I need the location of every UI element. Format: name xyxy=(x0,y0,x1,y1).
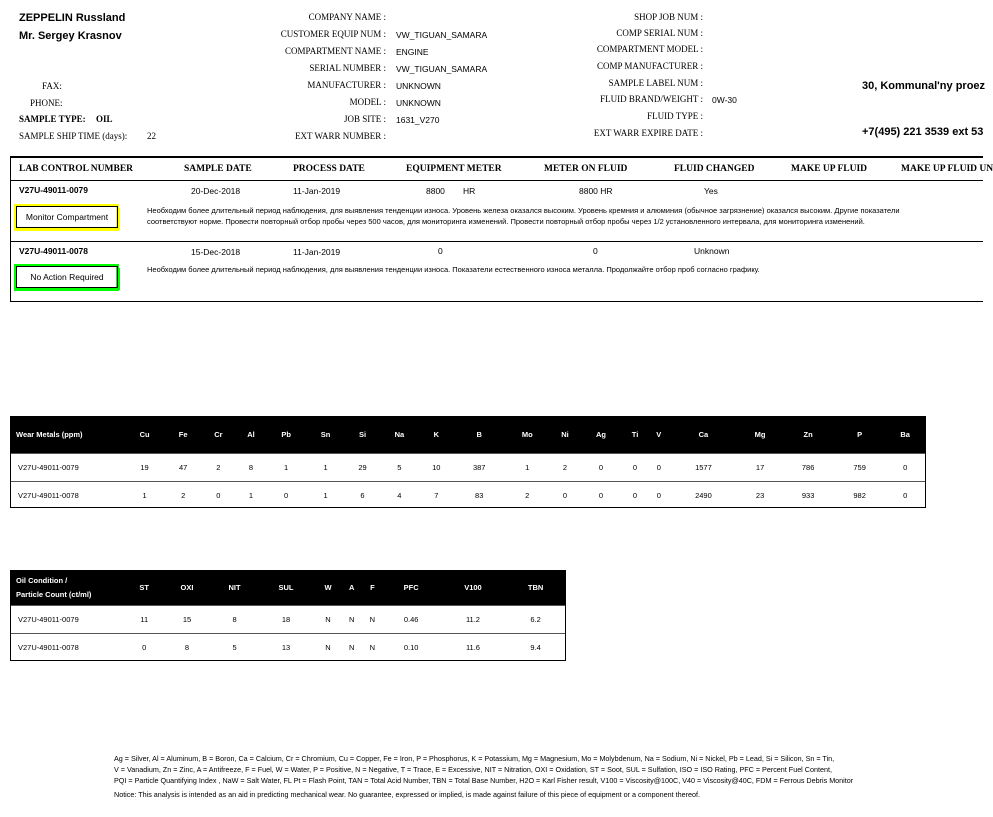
col-meter-on-fluid: METER ON FLUID xyxy=(544,164,628,174)
wear-cell-cr: 2 xyxy=(216,462,221,472)
col-sample-date: SAMPLE DATE xyxy=(184,164,252,174)
col-lab-control-number: LAB CONTROL NUMBER xyxy=(19,164,134,174)
lab-row-1-process-date: 11-Jan-2019 xyxy=(293,186,341,196)
lab-row-1-id: V27U-49011-0079 xyxy=(19,185,89,195)
wear-col-pb: Pb xyxy=(266,417,305,453)
wear-cell-mg: 17 xyxy=(755,462,765,472)
table-row xyxy=(11,453,925,481)
oil-condition-title-line1: Oil Condition / xyxy=(16,575,68,585)
lab-row-1-equipment-meter: 8800 xyxy=(426,186,445,196)
wear-cell-cr: 0 xyxy=(216,490,221,500)
wear-col-b: B xyxy=(453,417,505,453)
wear-cell-ag: 0 xyxy=(598,462,604,472)
wear-cell-p: 759 xyxy=(853,462,866,472)
abbreviations-legend xyxy=(114,753,853,786)
oil-col-tbn: TBN xyxy=(506,571,565,605)
wear-cell-sn: 1 xyxy=(323,462,328,472)
wear-cell-mo: 2 xyxy=(525,490,530,500)
wear-cell-al: 1 xyxy=(248,490,254,500)
wear-col-mo: Mo xyxy=(505,417,550,453)
wear-metals-title: Wear Metals (ppm) xyxy=(11,417,124,453)
oil-cell-pfc: 0.10 xyxy=(403,642,419,652)
oil-cell-st: 0 xyxy=(142,642,147,652)
wear-cell-si: 29 xyxy=(358,462,367,472)
wear-col-al: Al xyxy=(236,417,267,453)
wear-cell-ni: 2 xyxy=(562,462,568,472)
oil-col-oxi: OXI xyxy=(162,571,211,605)
lab-row-2-process-date: 11-Jan-2019 xyxy=(293,247,341,257)
wear-col-sn: Sn xyxy=(306,417,345,453)
sample-type-value: OIL xyxy=(96,114,113,124)
oil-col-sul: SUL xyxy=(258,571,315,605)
oil-cell-w: N xyxy=(325,642,331,652)
wear-col-p: P xyxy=(834,417,886,453)
wear-col-v: V xyxy=(648,417,669,453)
lab-row-1-comment: Необходим более длительный период наблюдения, для выявления тенденции износа. Уровень железа оказался высоким. Уровень кремния и алюминия (обычное загрязнение) оказался высоким. Другие показатели xyxy=(147,206,900,215)
oil-cell-oxi: 15 xyxy=(182,614,192,624)
center-label-3: SERIAL NUMBER : xyxy=(309,63,386,73)
wear-cell-b: 83 xyxy=(475,490,484,500)
company-name: ZEPPELIN Russland xyxy=(19,12,126,24)
oil-cell-tbn: 6.2 xyxy=(530,614,541,624)
wear-cell-na: 5 xyxy=(397,462,402,472)
wear-cell-mo: 1 xyxy=(525,462,530,472)
center-label-0: COMPANY NAME : xyxy=(308,12,386,22)
lab-row-2-fluid-changed: Unknown xyxy=(694,246,730,256)
wear-cell-si: 6 xyxy=(360,490,365,500)
right-label-7: EXT WARR EXPIRE DATE : xyxy=(593,128,703,138)
oil-cell-v100: 11.6 xyxy=(465,642,480,652)
legend-line: Ag = Silver, Al = Aluminum, B = Boron, Ca = Calcium, Cr = Chromium, Cu = Copper, Fe = Iron, P = Phosphorus, K = Potassium, Mg = Magnesium, Mo = Molybdenum, Na = Sodium, Ni = Nickel, Pb = Lead, Si = Silicon, Sn = Tin, xyxy=(114,754,835,763)
oil-col-a: A xyxy=(341,571,362,605)
wear-cell-ti: 0 xyxy=(632,462,638,472)
wear-cell-ba: 0 xyxy=(903,462,908,472)
col-make-up-fluid: MAKE UP FLUID xyxy=(791,164,867,174)
lab-row-1-meter-on-fluid: 8800 HR xyxy=(579,186,613,196)
right-label-0: SHOP JOB NUM : xyxy=(634,12,703,22)
wear-row-id: V27U-49011-0079 xyxy=(18,462,79,472)
wear-col-k: K xyxy=(419,417,453,453)
table-row xyxy=(11,481,925,509)
wear-row-id: V27U-49011-0078 xyxy=(18,490,79,500)
lab-row-2-id: V27U-49011-0078 xyxy=(19,246,89,256)
phone-label: PHONE: xyxy=(30,98,63,108)
oil-condition-title-line2: Particle Count (ct/ml) xyxy=(16,589,92,599)
wear-cell-zn: 786 xyxy=(801,462,815,472)
wear-cell-ca: 1577 xyxy=(695,462,712,472)
wear-cell-na: 4 xyxy=(397,490,402,500)
wear-cell-p: 982 xyxy=(853,490,866,500)
status-badge-no-action[interactable] xyxy=(16,266,118,288)
oil-cell-sul: 13 xyxy=(281,642,291,652)
wear-col-ba: Ba xyxy=(885,417,925,453)
center-value-6: 1631_V270 xyxy=(396,115,440,125)
wear-col-ti: Ti xyxy=(622,417,649,453)
status-badge-monitor[interactable] xyxy=(16,206,118,228)
center-value-1: VW_TIGUAN_SAMARA xyxy=(396,30,488,40)
wear-cell-fe: 47 xyxy=(179,462,188,472)
wear-col-cr: Cr xyxy=(201,417,235,453)
wear-cell-fe: 2 xyxy=(181,490,186,500)
lab-row-2-equipment-meter: 0 xyxy=(438,246,443,256)
right-label-5: FLUID BRAND/WEIGHT : xyxy=(600,94,703,104)
oil-col-st: ST xyxy=(126,571,162,605)
table-row xyxy=(11,605,565,633)
oil-cell-a: N xyxy=(349,614,355,624)
wear-cell-mg: 23 xyxy=(755,490,765,500)
wear-cell-cu: 1 xyxy=(142,490,147,500)
wear-cell-zn: 933 xyxy=(801,490,815,500)
wear-col-ni: Ni xyxy=(550,417,581,453)
oil-condition-table xyxy=(11,571,565,661)
ship-time-label: SAMPLE SHIP TIME (days): xyxy=(19,131,128,141)
oil-cell-w: N xyxy=(325,614,331,624)
lab-row-2-comment: Необходим более длительный период наблюдения, для выявления тенденции износа. Показатели естественного износа металла. Продолжайте отбор проб согласно графику. xyxy=(147,265,760,274)
wear-cell-ti: 0 xyxy=(632,490,638,500)
oil-cell-sul: 18 xyxy=(281,614,291,624)
center-value-5: UNKNOWN xyxy=(396,98,441,108)
header-divider xyxy=(10,180,983,181)
oil-col-w: W xyxy=(315,571,342,605)
oil-cell-f: N xyxy=(369,642,376,652)
right-label-2: COMPARTMENT MODEL : xyxy=(596,44,703,54)
center-value-4: UNKNOWN xyxy=(396,81,441,91)
legend-line: PQI = Particle Quantifying Index , NaW = Salt Water, FL Pt = Flash Point, TAN = Total Acid Number, TBN = Total Base Number, H2O = Karl Fisher result, V100 = Viscosity@100C, V40 = Viscosity@40C, FDM = Ferrous Debris Monitor xyxy=(114,776,854,785)
customer-phone: +7(495) 221 3539 ext 53 xyxy=(862,126,984,138)
row-divider xyxy=(10,241,983,242)
wear-cell-ca: 2490 xyxy=(695,490,712,500)
right-value-5: 0W-30 xyxy=(712,95,737,105)
col-fluid-changed: FLUID CHANGED xyxy=(674,164,755,174)
col-process-date: PROCESS DATE xyxy=(293,164,365,174)
wear-col-na: Na xyxy=(380,417,419,453)
center-label-1: CUSTOMER EQUIP NUM : xyxy=(280,29,386,39)
wear-cell-ba: 0 xyxy=(903,490,908,500)
wear-cell-v: 0 xyxy=(656,462,661,472)
center-value-2: ENGINE xyxy=(396,47,429,57)
wear-cell-k: 10 xyxy=(432,462,441,472)
status-label: No Action Required xyxy=(30,272,104,282)
lab-row-2-sample-date: 15-Dec-2018 xyxy=(191,247,241,257)
wear-metals-table xyxy=(11,417,925,509)
center-label-2: COMPARTMENT NAME : xyxy=(285,46,386,56)
oil-col-nit: NIT xyxy=(212,571,258,605)
wear-col-mg: Mg xyxy=(738,417,783,453)
oil-col-v100: V100 xyxy=(440,571,507,605)
contact-name: Mr. Sergey Krasnov xyxy=(19,30,122,42)
center-label-6: JOB SITE : xyxy=(343,114,386,124)
wear-col-zn: Zn xyxy=(782,417,834,453)
wear-col-ca: Ca xyxy=(669,417,738,453)
wear-col-cu: Cu xyxy=(124,417,165,453)
oil-cell-oxi: 8 xyxy=(184,642,190,652)
lab-results-panel xyxy=(10,156,983,302)
center-label-4: MANUFACTURER : xyxy=(307,80,386,90)
oil-col-f: F xyxy=(362,571,383,605)
right-label-1: COMP SERIAL NUM : xyxy=(616,28,703,38)
wear-cell-b: 387 xyxy=(472,462,486,472)
wear-cell-pb: 1 xyxy=(284,462,289,472)
oil-cell-v100: 11.2 xyxy=(465,614,480,624)
oil-col-pfc: PFC xyxy=(383,571,440,605)
wear-cell-sn: 1 xyxy=(323,490,328,500)
table-row xyxy=(11,633,565,661)
wear-cell-al: 8 xyxy=(248,462,254,472)
wear-cell-ag: 0 xyxy=(598,490,604,500)
customer-address: 30, Kommunal'ny proez xyxy=(862,80,986,92)
right-label-6: FLUID TYPE : xyxy=(647,111,703,121)
status-label: Monitor Compartment xyxy=(25,212,109,222)
oil-row-id: V27U-49011-0079 xyxy=(18,614,79,624)
wear-cell-k: 7 xyxy=(434,490,439,500)
oil-cell-nit: 5 xyxy=(232,642,237,652)
legend-line: V = Vanadium, Zn = Zinc, A = Antifreeze, F = Fuel, W = Water, P = Positive, N = Negative, T = Trace, E = Excessive, NIT = Nitration, OXI = Oxidation, ST = Soot, SUL = Sulfation, ISO = ISO Rating, PFC = Percent Fuel Content, xyxy=(114,765,832,774)
disclaimer-notice: Notice: This analysis is intended as an aid in predicting mechanical wear. No guarantee, expressed or implied, is made against failure of this piece of equipment or a component thereof. xyxy=(114,790,700,799)
wear-cell-ni: 0 xyxy=(562,490,568,500)
lab-row-2-meter-on-fluid: 0 xyxy=(593,246,598,256)
oil-cell-f: N xyxy=(369,614,376,624)
oil-cell-st: 11 xyxy=(140,614,149,624)
lab-row-1-comment-cont: соответствуют норме. Провести повторный отбор пробы через 500 часов, для мониторинга изменений. Провести повторный отбор пробы через 1/2 установленного интервала, для мониторинга изменений. xyxy=(147,217,865,226)
right-label-3: COMP MANUFACTURER : xyxy=(596,61,703,71)
wear-col-ag: Ag xyxy=(580,417,621,453)
ship-time-value: 22 xyxy=(147,131,156,141)
oil-row-id: V27U-49011-0078 xyxy=(18,642,79,652)
oil-cell-tbn: 9.4 xyxy=(530,642,541,652)
lab-row-1-sample-date: 20-Dec-2018 xyxy=(191,186,241,196)
center-label-7: EXT WARR NUMBER : xyxy=(295,131,386,141)
sample-type-label: SAMPLE TYPE: xyxy=(19,114,86,124)
lab-row-1-meter-unit: HR xyxy=(463,186,476,196)
wear-cell-v: 0 xyxy=(656,490,661,500)
lab-row-1-fluid-changed: Yes xyxy=(704,186,718,196)
wear-col-fe: Fe xyxy=(165,417,201,453)
right-label-4: SAMPLE LABEL NUM : xyxy=(608,78,703,88)
wear-cell-cu: 19 xyxy=(140,462,149,472)
center-label-5: MODEL : xyxy=(349,97,386,107)
oil-cell-nit: 8 xyxy=(232,614,237,624)
wear-col-si: Si xyxy=(345,417,379,453)
oil-cell-pfc: 0.46 xyxy=(403,614,419,624)
center-value-3: VW_TIGUAN_SAMARA xyxy=(396,64,488,74)
col-make-up-fluid-unit: MAKE UP FLUID UN xyxy=(901,164,993,174)
oil-condition-title xyxy=(11,571,126,605)
fax-label: FAX: xyxy=(42,81,62,91)
oil-cell-a: N xyxy=(349,642,355,652)
col-equipment-meter: EQUIPMENT METER xyxy=(406,164,502,174)
wear-cell-pb: 0 xyxy=(284,490,289,500)
